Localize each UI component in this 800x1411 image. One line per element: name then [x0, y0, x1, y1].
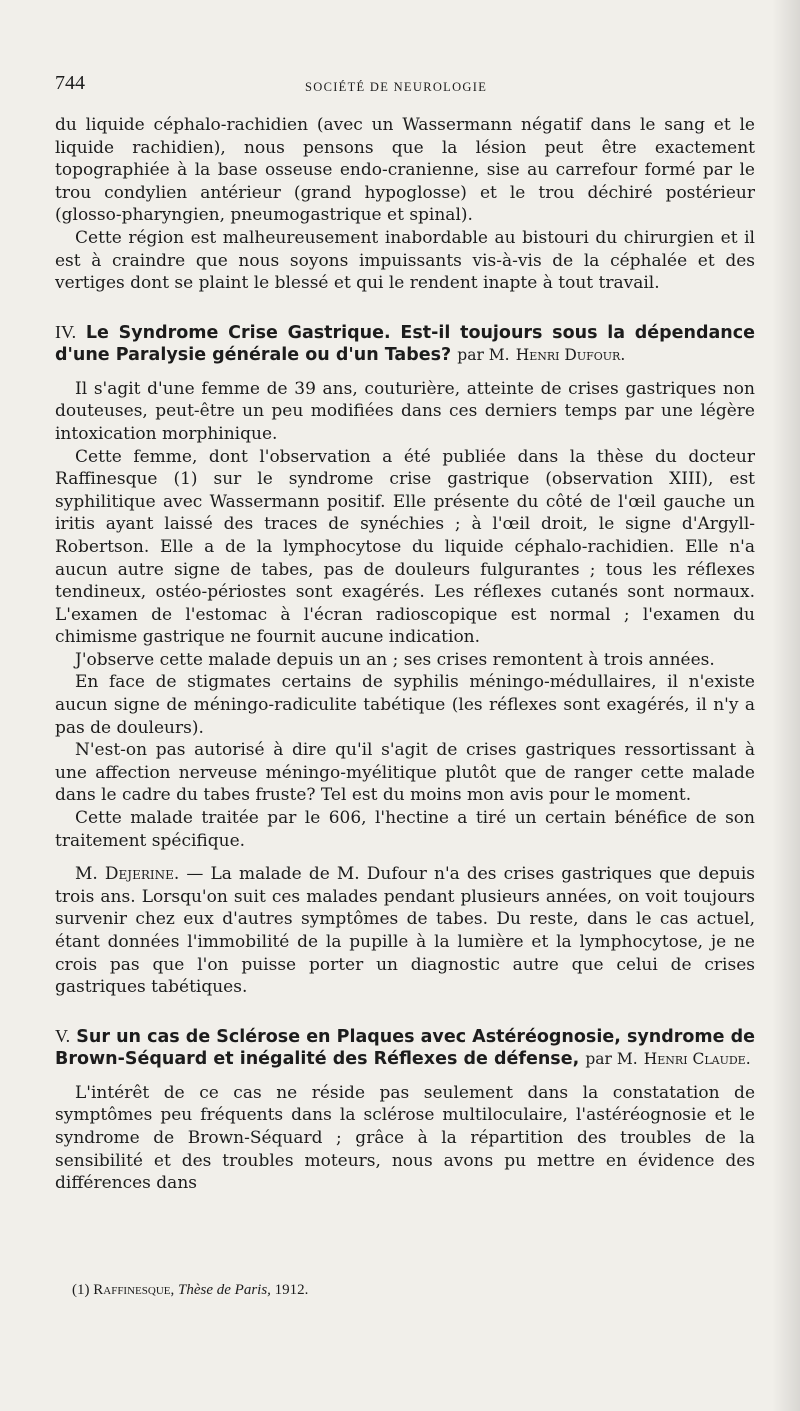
section-5-paragraph: L'intérêt de ce cas ne réside pas seulement dans la constatation de symptômes peu fréquents dans la sclérose multiloculaire, l'astéréognosie et le syndrome de Brown-Séquard ; grâce à la répartition des troubles de la sensibilité et des troubles moteurs, nous avons pu mettre en évidence des différences dans [55, 1082, 755, 1194]
section-5-heading: Sur un cas de Sclérose en Plaques avec Astéréognosie, syndrome de Brown-Séquard et inégalité des Réflexes de défense, [55, 1026, 756, 1069]
intro-paragraph-2: Cette région est malheureusement inabordable au bistouri du chirurgien et il est à craindre que nous soyons impuissants vis-à-vis de la céphalée et des vertiges dont se plaint le blessé et qui le rendent inapte à tout travail. [55, 227, 755, 294]
section-4-paragraph: Cette femme, dont l'observation a été publiée dans la thèse du docteur Raffinesque (1) sur le syndrome crise gastrique (observation XIII), est syphilitique avec Wassermann positif. Elle présente du côté de l'œil gauche un iritis ayant laissé des traces de synéchies ; à l'œil droit, le signe d'Argyll-Robertson. Elle a de la lymphocytose du liquide céphalo-rachidien. Elle n'a aucun autre signe de tabes, pas de douleurs fulgurantes ; tous les réflexes tendineux, ostéo-périostes sont exagérés. Les réflexes cutanés sont normaux. L'examen de l'estomac à l'écran radioscopique est normal ; l'examen du chimisme gastrique ne fournit aucune indication. [55, 446, 755, 648]
section-4-title [55, 321, 755, 366]
section-4-paragraph: Cette malade traitée par le 606, l'hectine a tiré un certain bénéfice de son traitement spécifique. [55, 808, 755, 851]
discussion-text: — La malade de M. Dufour n'a des crises gastriques que depuis trois ans. Lorsqu'on suit ces malades pendant plusieurs années, on voit toujours survenir chez eux d'autres symptômes de tabes. Du reste, dans le cas actuel, étant données l'immobilité de la pupille à la lumière et la lymphocytose, je ne crois pas que l'on puisse porter un diagnostic autre que celui de crises gastriques tabétiques. [55, 864, 756, 998]
section-5-author: Henri Claude. [643, 1049, 751, 1068]
section-4-paragraph: J'observe cette malade depuis un an ; ses crises remontent à trois années. [75, 649, 715, 670]
footnote-year: 1912. [274, 1282, 309, 1298]
running-head: SOCIÉTÉ DE NEUROLOGIE [305, 80, 488, 94]
page-edge-shadow [772, 0, 800, 1411]
body-text [55, 114, 755, 1195]
section-4-paragraph: Il s'agit d'une femme de 39 ans, couturière, atteinte de crises gastriques non douteuses, peut-être un peu modifiées dans ces derniers temps par une légère intoxication morphinique. [55, 378, 755, 444]
footnote-author: Raffinesque, [93, 1282, 175, 1298]
section-5-by: par M. [585, 1049, 638, 1068]
footnote-marker: (1) [72, 1282, 90, 1298]
section-4-paragraph: N'est-on pas autorisé à dire qu'il s'agit de crises gastriques ressortissant à une affection nerveuse méningo-myélitique plutôt que de ranger cette malade dans le cadre du tabes fruste? Tel est du moins mon avis pour le moment. [55, 740, 755, 806]
section-5-title [55, 1025, 755, 1070]
section-4-by: par M. [457, 345, 510, 364]
page-number: 744 [55, 72, 85, 94]
section-4-paragraph: En face de stigmates certains de syphilis méningo-médullaires, il n'existe aucun signe de méningo-radiculite tabétique (les réflexes sont exagérés, il n'y a pas de douleurs). [55, 672, 755, 738]
section-4-number: IV. [55, 321, 77, 342]
discussion-speaker: M. Dejerine. [75, 864, 180, 885]
section-4-heading: Le Syndrome Crise Gastrique. Est-il toujours sous la dépendance d'une Paralysie générale ou d'un Tabes? [55, 322, 755, 365]
discussion-paragraph [55, 863, 755, 999]
page-header [55, 72, 755, 102]
section-4-author: Henri Dufour. [515, 345, 626, 364]
section-5-number: V. [55, 1025, 71, 1046]
intro-paragraph-1: du liquide céphalo-rachidien (avec un Wassermann négatif dans le sang et le liquide rachidien), nous pensons que la lésion peut être exactement topographiée à la base osseuse endo-cranienne, sise au carrefour formé par le trou condylien antérieur (grand hypoglosse) et le trou déchiré postérieur (glosso-pharyngien, pneumogastrique et spinal). [55, 115, 755, 226]
footnote [72, 1282, 308, 1299]
footnote-work: Thèse de Paris, [178, 1282, 271, 1298]
